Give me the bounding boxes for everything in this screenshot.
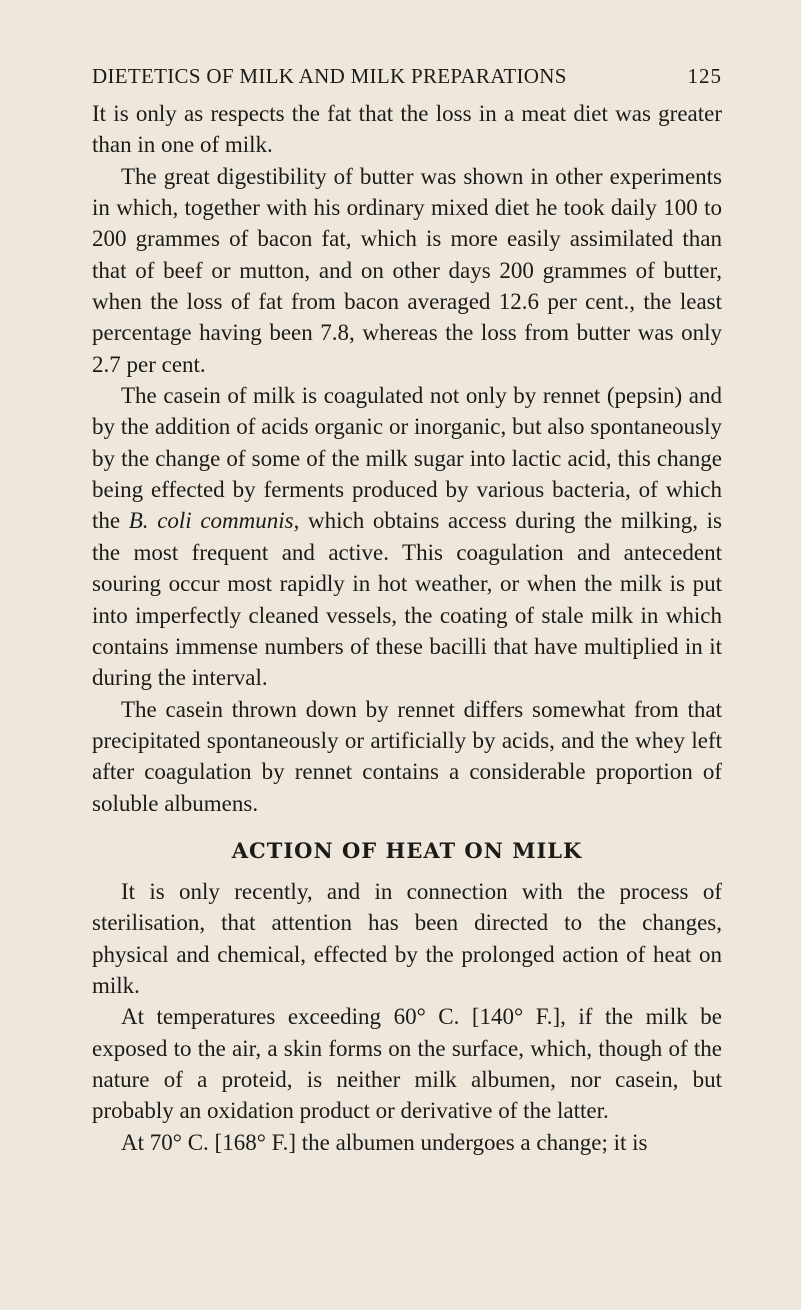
section-heading: ACTION OF HEAT ON MILK (231, 837, 583, 863)
paragraph-albumen-change: At 70° C. [168° F.] the albumen undergoes a change; it is (121, 1129, 648, 1155)
body-text (92, 98, 722, 1158)
paragraph-casein-coagulation (92, 380, 722, 693)
paragraph-skin-formation: At temperatures exceeding 60° C. [140° F.], if the milk be exposed to the air, a skin forms on the surface, which, though of the nature of a proteid, is neither milk albumen, nor casein, but probably an oxidation product or derivative of the latter. (92, 1004, 722, 1124)
casein-text-after-italic: , which obtains access during the milking, is the most frequent and active. This coagulation and antecedent souring occur most rapidly in hot weather, or when the milk is put into imperfectly cleaned vessels, the coating of stale milk in which contains immense numbers of these bacilli that have multiplied in it during the interval. (92, 508, 722, 691)
paragraph-heat-sterilisation: It is only recently, and in connection with the process of sterilisation, that attention has been directed to the changes, physical and chemical, effected by the prolonged action of heat on milk. (92, 878, 722, 998)
page-number: 125 (687, 64, 722, 88)
paragraph-rennet-casein: The casein thrown down by rennet differs somewhat from that precipitated spontaneously or artificially by acids, and the whey left after coagulation by rennet contains a considerable proportion of soluble albumens. (92, 696, 722, 816)
running-title: DIETETICS OF MILK AND MILK PREPARATIONS (92, 64, 567, 88)
bacterium-name-italic: B. coli communis (128, 508, 294, 534)
paragraph-meat-diet-fat-loss: It is only as respects the fat that the loss in a meat diet was greater than in one of milk. (92, 101, 722, 158)
running-header (92, 64, 722, 96)
paragraph-butter-digestibility: The great digestibility of butter was shown in other experiments in which, together with his ordinary mixed diet he took daily 100 to 200 grammes of bacon fat, which is more easily assimilated than that of beef or mutton, and on other days 200 grammes of butter, when the loss of fat from bacon averaged 12.6 per cent., the least percentage having been 7.8, whereas the loss from butter was only 2.7 per cent. (92, 163, 722, 377)
casein-text-before-italic: The casein of milk is coagulated not only by rennet (pepsin) and by the addition of acids organic or inorganic, but also spontaneously by the change of some of the milk sugar into lactic acid, this change being effected by ferments produced by various bacteria, of which the (92, 383, 722, 534)
